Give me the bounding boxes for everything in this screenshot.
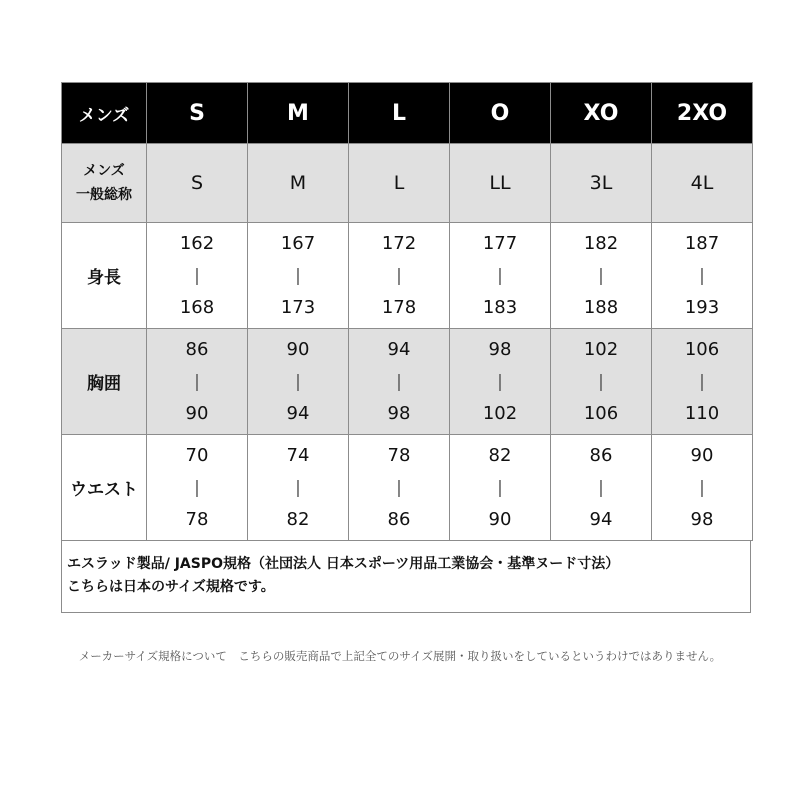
chest-range-cell: [248, 329, 349, 435]
range-separator: |: [598, 265, 604, 286]
range-stack: [248, 228, 348, 324]
range-min: 82: [488, 444, 512, 466]
general-label: [62, 144, 147, 223]
chest-range-cell: [349, 329, 450, 435]
size-header-o: O: [450, 83, 551, 144]
waist-range-cell: [349, 435, 450, 541]
range-max: 110: [684, 402, 720, 424]
range-max: 78: [185, 508, 209, 530]
size-header-m: M: [248, 83, 349, 144]
waist-range-cell: [248, 435, 349, 541]
range-stack: [652, 334, 752, 430]
range-min: 102: [583, 338, 619, 360]
range-separator: |: [497, 477, 503, 498]
waist-range-cell: [147, 435, 248, 541]
range-min: 167: [280, 232, 316, 254]
range-separator: |: [194, 265, 200, 286]
chest-range-cell: [450, 329, 551, 435]
chest-label: 胸囲: [62, 329, 147, 435]
range-separator: |: [598, 371, 604, 392]
waist-range-cell: [450, 435, 551, 541]
waist-label: ウエスト: [62, 435, 147, 541]
range-stack: [147, 440, 247, 536]
size-chart-table: [61, 82, 753, 541]
range-min: 90: [286, 338, 310, 360]
range-max: 94: [589, 508, 613, 530]
range-max: 193: [684, 296, 720, 318]
size-header-2xo: 2XO: [652, 83, 753, 144]
range-separator: |: [295, 371, 301, 392]
range-max: 82: [286, 508, 310, 530]
range-stack: [551, 228, 651, 324]
height-range-cell: [652, 223, 753, 329]
height-label: 身長: [62, 223, 147, 329]
range-max: 98: [387, 402, 411, 424]
range-min: 182: [583, 232, 619, 254]
size-header-row: [62, 83, 753, 144]
range-separator: |: [396, 477, 402, 498]
chest-range-cell: [551, 329, 652, 435]
range-separator: |: [497, 265, 503, 286]
waist-range-cell: [551, 435, 652, 541]
range-max: 86: [387, 508, 411, 530]
size-header-l: L: [349, 83, 450, 144]
range-max: 178: [381, 296, 417, 318]
range-stack: [551, 440, 651, 536]
waist-range-cell: [652, 435, 753, 541]
size-header-s: S: [147, 83, 248, 144]
range-min: 172: [381, 232, 417, 254]
general-size-row: [62, 144, 753, 223]
note-line-1: エスラッド製品/ JASPO規格（社団法人 日本スポーツ用品工業協会・基準ヌード寸法）: [67, 556, 620, 572]
header-label: メンズ: [62, 83, 147, 144]
note-line-2: こちらは日本のサイズ規格です。: [67, 579, 275, 595]
range-min: 74: [286, 444, 310, 466]
height-range-cell: [551, 223, 652, 329]
height-range-cell: [147, 223, 248, 329]
maker-size-footnote: メーカーサイズ規格について こちらの販売商品で上記全てのサイズ展開・取り扱いをしているというわけではありません。: [78, 649, 722, 663]
range-min: 70: [185, 444, 209, 466]
range-max: 90: [185, 402, 209, 424]
chest-range-cell: [652, 329, 753, 435]
waist-row: [62, 435, 753, 541]
range-stack: [248, 334, 348, 430]
general-size-cell: M: [248, 144, 349, 223]
range-min: 94: [387, 338, 411, 360]
range-separator: |: [598, 477, 604, 498]
range-stack: [147, 334, 247, 430]
range-stack: [349, 228, 449, 324]
range-separator: |: [699, 477, 705, 498]
general-size-cell: S: [147, 144, 248, 223]
range-stack: [450, 228, 550, 324]
range-separator: |: [699, 265, 705, 286]
range-separator: |: [194, 477, 200, 498]
range-min: 90: [690, 444, 714, 466]
range-max: 168: [179, 296, 215, 318]
range-max: 98: [690, 508, 714, 530]
range-stack: [450, 440, 550, 536]
range-stack: [652, 440, 752, 536]
size-standard-note: [61, 540, 751, 613]
range-stack: [248, 440, 348, 536]
range-min: 106: [684, 338, 720, 360]
range-min: 187: [684, 232, 720, 254]
range-max: 102: [482, 402, 518, 424]
range-stack: [551, 334, 651, 430]
range-stack: [147, 228, 247, 324]
chest-range-cell: [147, 329, 248, 435]
range-separator: |: [295, 265, 301, 286]
range-min: 98: [488, 338, 512, 360]
range-separator: |: [295, 477, 301, 498]
range-min: 162: [179, 232, 215, 254]
range-max: 183: [482, 296, 518, 318]
range-stack: [450, 334, 550, 430]
range-min: 86: [185, 338, 209, 360]
range-max: 173: [280, 296, 316, 318]
height-row: [62, 223, 753, 329]
general-size-cell: LL: [450, 144, 551, 223]
height-range-cell: [450, 223, 551, 329]
range-separator: |: [194, 371, 200, 392]
range-stack: [652, 228, 752, 324]
height-range-cell: [349, 223, 450, 329]
range-min: 78: [387, 444, 411, 466]
general-size-cell: 3L: [551, 144, 652, 223]
range-max: 188: [583, 296, 619, 318]
size-header-xo: XO: [551, 83, 652, 144]
range-min: 177: [482, 232, 518, 254]
range-min: 86: [589, 444, 613, 466]
range-separator: |: [699, 371, 705, 392]
height-range-cell: [248, 223, 349, 329]
general-size-cell: 4L: [652, 144, 753, 223]
range-separator: |: [497, 371, 503, 392]
range-separator: |: [396, 371, 402, 392]
chest-row: [62, 329, 753, 435]
range-stack: [349, 334, 449, 430]
general-label-line2: 一般総称: [76, 187, 132, 203]
range-max: 94: [286, 402, 310, 424]
range-max: 106: [583, 402, 619, 424]
general-size-cell: L: [349, 144, 450, 223]
range-stack: [349, 440, 449, 536]
general-label-line1: メンズ: [83, 163, 125, 179]
range-max: 90: [488, 508, 512, 530]
range-separator: |: [396, 265, 402, 286]
